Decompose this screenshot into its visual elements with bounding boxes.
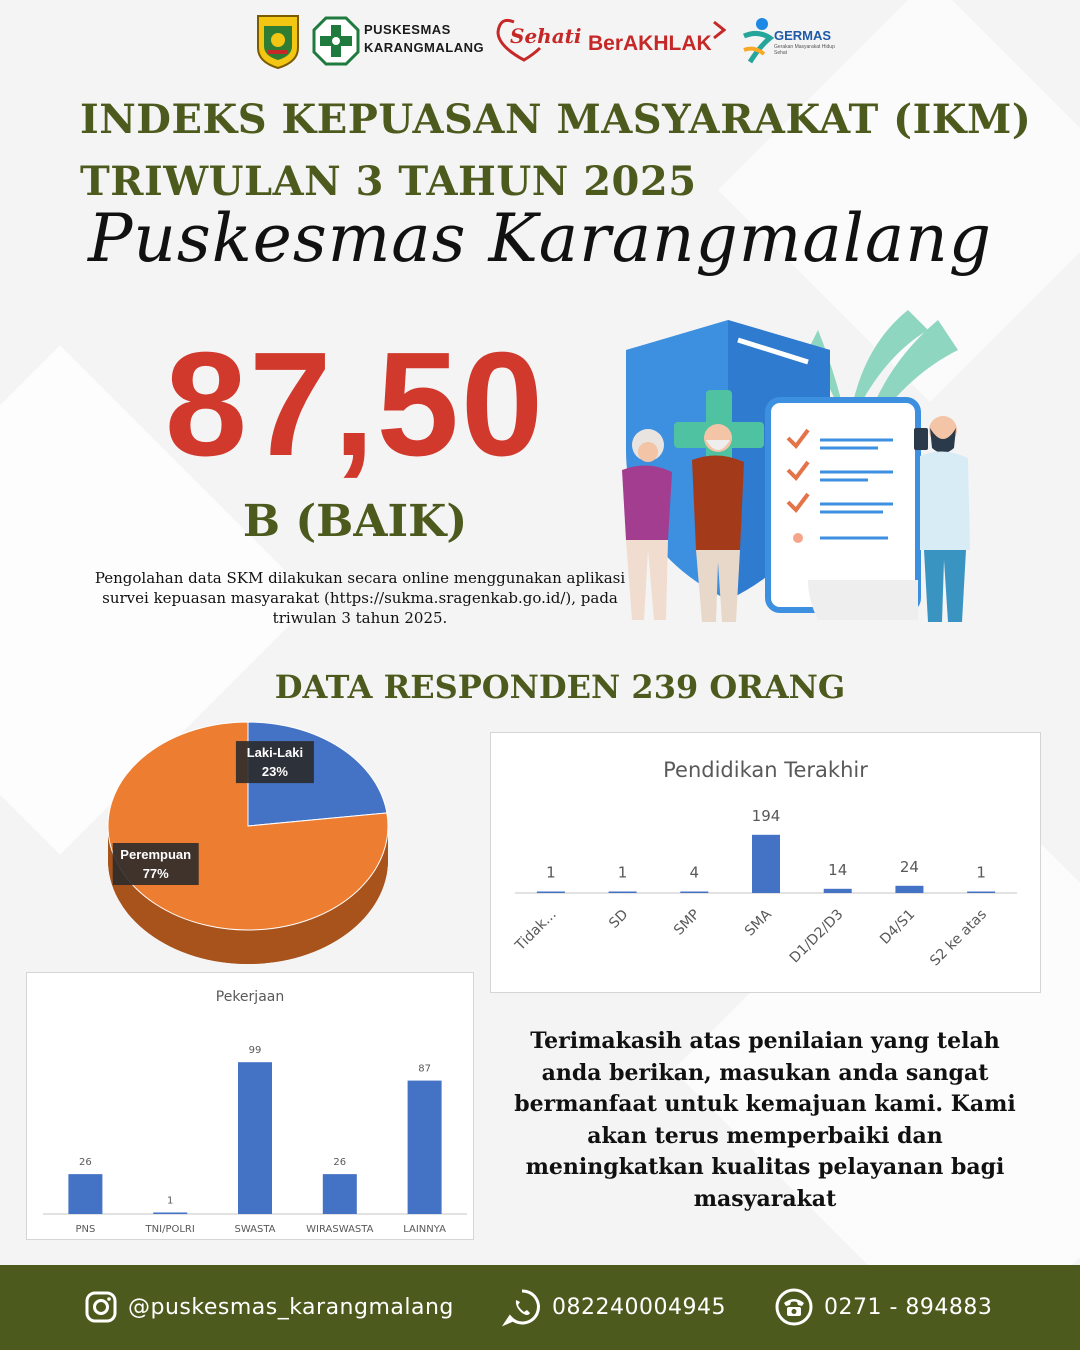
bar-1: [153, 1212, 187, 1214]
bar-value-label: 14: [828, 860, 848, 879]
doctor-figure: [914, 416, 970, 622]
chart-title: Pekerjaan: [215, 989, 285, 1005]
bar-value-label: 4: [689, 863, 700, 882]
page-title-line2: TRIWULAN 3 TAHUN 2025: [80, 158, 697, 205]
bar-4: [408, 1081, 442, 1214]
bar-5: [895, 886, 923, 893]
sehati-logo: [494, 12, 580, 70]
x-tick-label: TNI/POLRI: [145, 1224, 195, 1235]
bar-6: [967, 892, 995, 894]
x-tick-label: D1/D2/D3: [786, 906, 847, 967]
x-tick-label: SWASTA: [234, 1224, 276, 1235]
puskesmas-logo-line1: PUSKESMAS: [364, 22, 451, 37]
instagram-handle: @puskesmas_karangmalang: [128, 1294, 454, 1320]
phone-contact[interactable]: [774, 1287, 992, 1327]
x-tick-label: LAINNYA: [403, 1224, 446, 1235]
bar-0: [537, 892, 565, 894]
x-tick-label: PNS: [75, 1224, 96, 1235]
x-tick-label: S2 ke atas: [927, 906, 990, 970]
chart-title: Pendidikan Terakhir: [663, 758, 868, 782]
sehati-logo-text: Sehati: [510, 24, 582, 48]
puskesmas-script-heading: Puskesmas Karangmalang: [88, 200, 992, 277]
bar-value-label: 1: [546, 863, 556, 882]
germas-logo-text: GERMAS: [774, 28, 832, 43]
bar-4: [824, 889, 852, 893]
instagram-contact[interactable]: [84, 1287, 454, 1327]
logo-bar: [250, 12, 850, 70]
bar-3: [323, 1174, 357, 1214]
phone-number: 0271 - 894883: [824, 1294, 993, 1320]
x-tick-label: SMA: [741, 906, 775, 940]
x-tick-label: SD: [606, 906, 632, 932]
bar-1: [609, 892, 637, 894]
footer-bar: [0, 1265, 1080, 1350]
bar-value-label: 1: [976, 863, 986, 882]
processing-note: Pengolahan data SKM dilakukan secara online menggunakan aplikasi survei kepuasan masyarakat (https://sukma.sragenkab.go.id/), pada triwulan 3 tahun 2025.: [94, 569, 626, 627]
berakhlak-logo: [588, 12, 728, 70]
x-tick-label: WIRASWASTA: [306, 1224, 374, 1235]
puskesmas-logo: [312, 12, 492, 70]
whatsapp-number: 082240004945: [552, 1294, 726, 1320]
sragen-emblem-logo: [254, 12, 302, 70]
pie-label-laki-laki: [236, 741, 314, 783]
germas-logo-subtext: Gerakan Masyarakat Hidup Sehat: [774, 44, 835, 56]
pie-percent-label: 23%: [261, 764, 288, 780]
bar-0: [68, 1174, 102, 1214]
bar-value-label: 1: [617, 863, 628, 882]
healthcare-illustration: [608, 300, 988, 630]
puskesmas-logo-line2: KARANGMALANG: [364, 40, 485, 55]
bar-value-label: 1: [167, 1195, 174, 1207]
occupation-chart: [26, 972, 474, 1240]
berakhlak-logo-text: BerAKHLAK: [588, 32, 712, 55]
bar-value-label: 87: [418, 1063, 431, 1075]
thank-you-message: Terimakasih atas penilaian yang telah anda berikan, masukan anda sangat bermanfaat untuk kemajuan kami. Kami akan terus memperbaiki dan meningkatkan kualitas pelayanan bagi masyarakat: [514, 1028, 1016, 1212]
bar-2: [680, 892, 708, 894]
bar-value-label: 99: [248, 1045, 262, 1057]
telephone-icon: [774, 1287, 814, 1327]
bar-value-label: 26: [333, 1157, 347, 1169]
ikm-score: 87,50: [164, 322, 546, 487]
germas-logo: [740, 12, 850, 70]
pie-category-label: Laki-Laki: [246, 745, 304, 761]
bar-2: [238, 1062, 272, 1214]
bar-value-label: 24: [899, 857, 919, 876]
pie-percent-label: 77%: [142, 866, 169, 882]
respondents-title: DATA RESPONDEN 239 ORANG: [274, 668, 846, 706]
whatsapp-icon: [502, 1287, 542, 1327]
x-tick-label: Tidak...: [512, 906, 560, 954]
x-tick-label: D4/S1: [877, 906, 919, 948]
checklist-clipboard-icon: [768, 400, 918, 620]
instagram-icon: [84, 1290, 118, 1324]
x-tick-label: SMP: [670, 906, 704, 939]
pie-category-label: Perempuan: [120, 847, 192, 863]
page-title-line1: INDEKS KEPUASAN MASYARAKAT (IKM): [80, 96, 1032, 143]
ikm-grade: B (BAIK): [242, 496, 468, 547]
pie-label-perempuan: [113, 843, 199, 885]
gender-pie-chart: [100, 716, 400, 976]
bar-3: [752, 835, 780, 893]
bar-value-label: 26: [79, 1157, 92, 1169]
bar-value-label: 194: [751, 806, 781, 825]
whatsapp-contact[interactable]: [502, 1287, 726, 1327]
education-chart: [490, 732, 1041, 993]
